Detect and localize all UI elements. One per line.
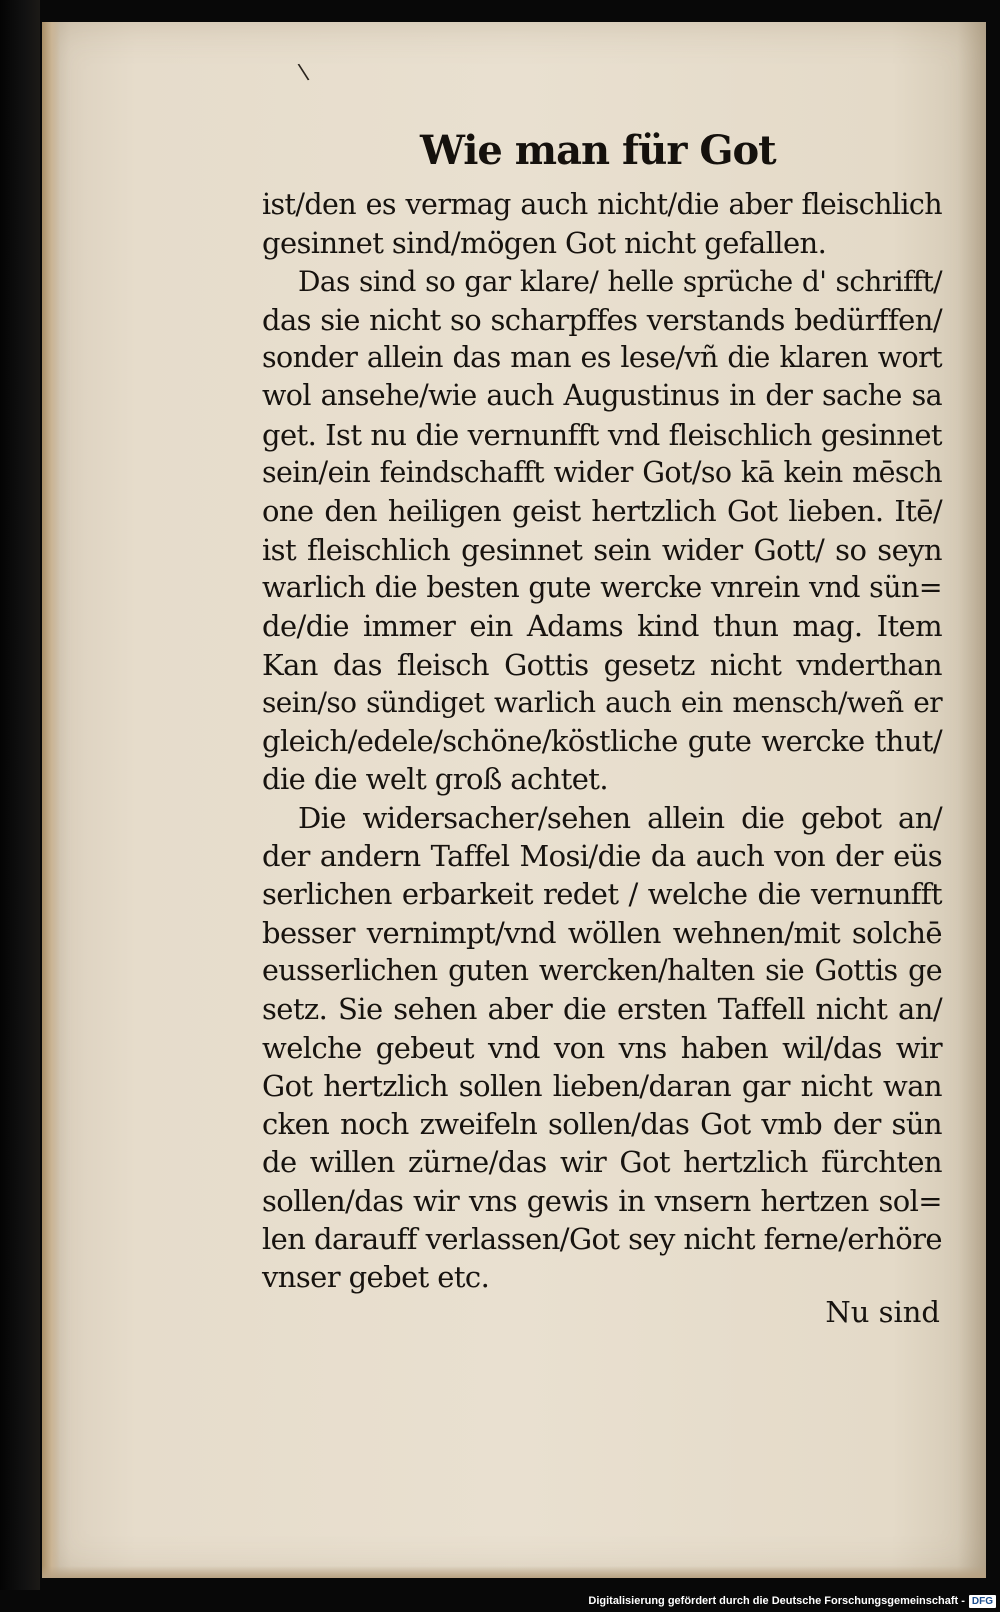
text-line: ist fleischlich gesinnet sein wider Gott/ so seyn: [262, 532, 942, 567]
text-line: warlich die besten gute wercke vnrein vnd sün=: [262, 570, 942, 604]
text-line: die die welt groß achtet.: [262, 762, 608, 797]
margin-mark: \: [296, 59, 311, 86]
text-line: eusserlichen guten wercken/halten sie Gottis ge: [262, 953, 942, 987]
text-line: gesinnet sind/mögen Got nicht gefallen.: [262, 226, 827, 261]
text-line: Kan das fleisch Gottis gesetz nicht vnderthan: [262, 647, 942, 682]
page-gutter-shadow: [42, 22, 60, 1578]
catchword: Nu sind: [825, 1295, 940, 1329]
book-spine: [0, 0, 40, 1590]
text-line: len darauff verlassen/Got sey nicht ferne/erhöre: [262, 1222, 942, 1257]
text-line: der andern Taffel Mosi/die da auch von der eüs: [262, 839, 942, 874]
footer-credit-text: Digitalisierung gefördert durch die Deutsche Forschungsgemeinschaft -: [588, 1595, 965, 1607]
text-line: besser vernimpt/vnd wöllen wehnen/mit solchē: [262, 915, 942, 950]
footer-credit: [590, 1592, 996, 1610]
text-line: sein/so sündiget warlich auch ein mensch/weñ er: [262, 685, 942, 719]
text-line: gleich/edele/schöne/köstliche gute wercke thut/: [262, 724, 942, 759]
text-line: cken noch zweifeln sollen/das Got vmb der sün: [262, 1107, 942, 1142]
text-line: vnser gebet etc.: [262, 1260, 490, 1295]
text-line: wol ansehe/wie auch Augustinus in der sache sa: [262, 379, 942, 413]
dfg-logo-icon: DFG: [969, 1595, 996, 1608]
text-line: get. Ist nu die vernunfft vnd fleischlich gesinnet: [262, 417, 942, 452]
text-line: sonder allein das man es lese/vñ die klaren wort: [262, 341, 942, 375]
text-block: [262, 186, 942, 1297]
text-line: Das sind so gar klare/ helle sprüche d' schrifft/: [298, 264, 942, 298]
text-line: serlichen erbarkeit redet / welche die vernunfft: [262, 877, 942, 912]
page-bottom-edge: [42, 1566, 986, 1578]
text-line: one den heiligen geist hertzlich Got lieben. Itē/: [262, 494, 942, 529]
text-line: de willen zürne/das wir Got hertzlich fürchten: [262, 1145, 942, 1180]
text-line: sollen/das wir vns gewis in vnsern hertzen sol=: [262, 1183, 942, 1218]
text-line: de/die immer ein Adams kind thun mag. Item: [262, 609, 942, 644]
text-line: sein/ein feindschafft wider Got/so kā kein mēsch: [262, 456, 942, 490]
text-line: setz. Sie sehen aber die ersten Taffell nicht an/: [262, 992, 942, 1027]
text-line: Die widersacher/sehen allein die gebot an/: [298, 800, 942, 835]
text-line: das sie nicht so scharpffes verstands bedürffen/: [262, 302, 942, 337]
text-line: welche gebeut vnd von vns haben wil/das wir: [262, 1030, 942, 1065]
running-head: Wie man für Got: [420, 127, 776, 174]
text-line: Got hertzlich sollen lieben/daran gar nicht wan: [262, 1068, 942, 1103]
text-line: ist/den es vermag auch nicht/die aber fleischlich: [262, 188, 942, 221]
